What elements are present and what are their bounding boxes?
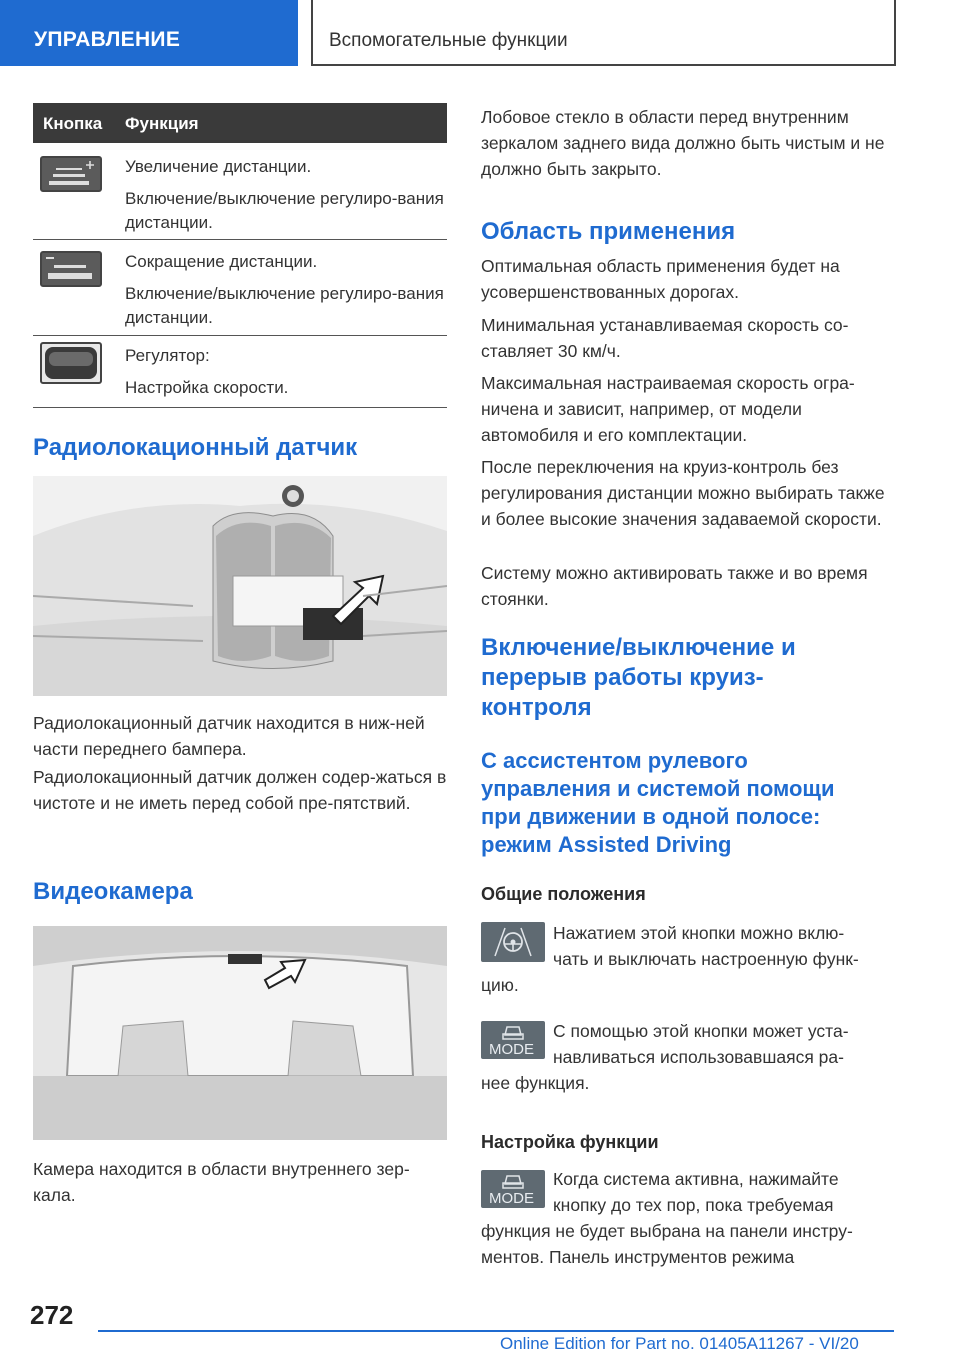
area-paragraph-4: После переключения на круиз-контроль без регулирования дистанции можно выбирать также и более высокие значения задаваемой скорости. xyxy=(481,457,885,529)
table-row xyxy=(33,143,447,240)
mode-button-icon-2 xyxy=(481,1170,545,1208)
button-3-line-1: Когда система активна, нажимайте xyxy=(553,1169,839,1189)
assist-heading-line-1: С ассистентом рулевого xyxy=(481,748,748,773)
page-number: 272 xyxy=(30,1300,74,1330)
radar-heading: Радиолокационный датчик xyxy=(33,434,358,461)
row-2-line-1: Сокращение дистанции. xyxy=(125,252,318,271)
section-title: УПРАВЛЕНИЕ xyxy=(34,28,181,51)
onoff-heading-line-2: перерыв работы круиз- xyxy=(481,664,764,691)
row-1-line-2: Включение/выключение регулиро-вания дистанции. xyxy=(125,189,444,232)
button-2-line-3: нее функция. xyxy=(481,1073,590,1093)
button-1-line-2: чать и выключать настроенную функ- xyxy=(553,949,859,969)
buttons-table xyxy=(33,103,447,408)
camera-paragraph: Камера находится в области внутреннего зер-кала. xyxy=(33,1159,410,1205)
mode-button-label: MODE xyxy=(489,1041,534,1058)
camera-image xyxy=(33,926,447,1140)
area-paragraph-2: Минимальная устанавливаемая скорость со-ставляет 30 км/ч. xyxy=(481,315,849,361)
assist-heading-line-2: управления и системой помощи xyxy=(481,776,835,801)
row-2-line-2: Включение/выключение регулиро-вания дистанции. xyxy=(125,284,444,327)
col-function-header: Функция xyxy=(125,114,199,133)
radar-sensor-image xyxy=(33,476,447,696)
button-3-line-2: кнопку до тех пор, пока требуемая xyxy=(553,1195,834,1215)
camera-heading: Видеокамера xyxy=(33,878,193,905)
button-1-line-1: Нажатием этой кнопки можно вклю- xyxy=(553,923,845,943)
area-paragraph-1: Оптимальная область применения будет на усовершенствованных дорогах. xyxy=(481,256,840,302)
windshield-paragraph: Лобовое стекло в области перед внутренним зеркалом заднего вида должно быть чистым и не должно быть закрыто. xyxy=(481,107,885,179)
mode-button-label-2: MODE xyxy=(489,1190,534,1207)
button-2-line-2: навливаться использовавшаяся ра- xyxy=(553,1047,844,1067)
button-2-line-1: С помощью этой кнопки может уста- xyxy=(553,1021,849,1041)
area-heading: Область применения xyxy=(481,218,736,245)
setup-heading: Настройка функции xyxy=(481,1132,659,1152)
row-3-line-2: Настройка скорости. xyxy=(125,378,289,397)
general-heading: Общие положения xyxy=(481,884,646,904)
chapter-tab xyxy=(311,0,896,66)
assist-heading-line-4: режим Assisted Driving xyxy=(481,832,732,857)
area-paragraph-5: Систему можно активировать также и во время стоянки. xyxy=(481,563,868,609)
distance-decrease-icon xyxy=(40,251,102,287)
table-row xyxy=(33,240,447,336)
section-tab xyxy=(0,0,298,66)
radar-paragraph-1: Радиолокационный датчик находится в ниж-ней части переднего бампера. xyxy=(33,713,425,759)
row-3-line-1: Регулятор: xyxy=(125,346,210,365)
table-header xyxy=(33,103,447,143)
footer-divider xyxy=(98,1330,894,1332)
chapter-title: Вспомогательные функции xyxy=(329,30,568,51)
button-1-line-3: цию. xyxy=(481,975,519,995)
onoff-heading-line-3: контроля xyxy=(481,694,592,721)
radar-paragraph-2: Радиолокационный датчик должен содер-жаться в чистоте и не иметь перед собой пре-пятствий. xyxy=(33,767,447,813)
rocker-switch-icon xyxy=(40,342,102,384)
row-1-line-1: Увеличение дистанции. xyxy=(125,157,312,176)
footer-edition: Online Edition for Part no. 01405A11267 - VI/20 xyxy=(500,1334,859,1353)
col-button-header: Кнопка xyxy=(43,114,103,133)
table-row xyxy=(33,336,447,408)
mode-button-icon xyxy=(481,1021,545,1059)
area-paragraph-3: Максимальная настраиваемая скорость огра-ничена и зависит, например, от модели автомобиля и его комплектации. xyxy=(481,373,855,445)
button-3-line-4: ментов. Панель инструментов режима xyxy=(481,1247,795,1267)
steering-assist-button-icon xyxy=(481,922,545,962)
distance-increase-icon xyxy=(40,156,102,192)
assist-heading-line-3: при движении в одной полосе: xyxy=(481,804,821,829)
onoff-heading-line-1: Включение/выключение и xyxy=(481,634,796,661)
button-3-line-3: функция не будет выбрана на панели инстру- xyxy=(481,1221,853,1241)
